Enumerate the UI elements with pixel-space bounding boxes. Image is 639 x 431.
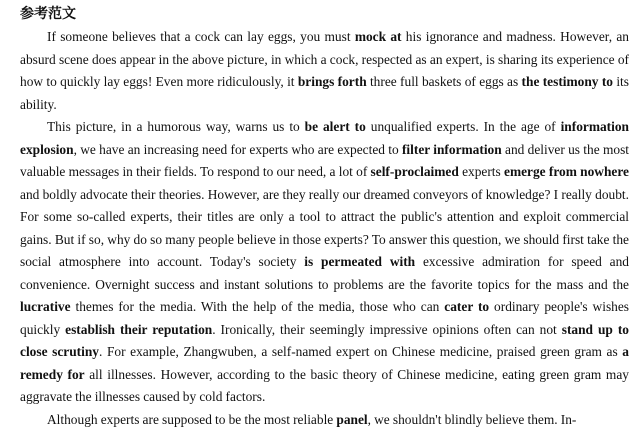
key-phrase: the testimony to [521, 74, 613, 89]
key-phrase: information explosion [20, 119, 629, 157]
paragraph-text: ordinary people's wishes quickly [20, 299, 630, 337]
paragraph-text: and deliver us the most valuable messages in their fields. To respond to our need, a lot of [20, 141, 630, 179]
essay-paragraph [20, 26, 629, 116]
paragraph-text: unqualified experts. In the age of [365, 119, 561, 134]
key-phrase: cater to [444, 299, 490, 314]
paragraph-text: If someone believes that a cock can lay eggs, you must [47, 29, 355, 44]
key-phrase: brings forth [297, 74, 367, 89]
paragraph-text: This picture, in a humorous way, warns us to [47, 119, 305, 134]
paragraph-text: themes for the media. With the help of the media, those who can [70, 299, 445, 314]
paragraph-text: three full baskets of eggs as [366, 74, 522, 89]
key-phrase: lucrative [20, 299, 71, 314]
paragraph-text: , we shouldn't blindly believe them. In- [367, 411, 577, 427]
essay-body [20, 26, 629, 431]
paragraph-text: all illnesses. However, according to the basic theory of Chinese medicine, eating green gram may aggravate the illnesses caused by cold factors. [20, 366, 629, 404]
key-phrase: a remedy for [20, 344, 629, 382]
key-phrase: be alert to [304, 119, 366, 134]
essay-paragraph [20, 409, 629, 431]
key-phrase: stand up to close scrutiny [20, 321, 629, 359]
paragraph-text: his ignorance and madness. However, an absurd scene does appear in the above picture, in which a cock, respected as an expert, is sharing its experience of how to quickly lay eggs! Even more ridiculously, it [20, 29, 629, 89]
key-phrase: self-proclaimed [370, 164, 459, 179]
key-phrase: mock at [354, 29, 402, 44]
key-phrase: filter information [401, 141, 502, 157]
paragraph-text: and boldly advocate their theories. However, are they really our dreamed conveyors of knowledge? I really doubt. For some so-called experts, their titles are only a tool to attract the public's attention and exploit commercial gains. But if so, why do so many people believe in those experts? To answer this question, we should first take the social atmosphere into account. Today's society [20, 186, 629, 269]
key-phrase: panel [336, 411, 368, 427]
section-heading: 参考范文 [20, 6, 76, 22]
key-phrase: establish their reputation [65, 321, 213, 337]
paragraph-text: Although experts are supposed to be the most reliable [47, 411, 337, 427]
paragraph-text: , we have an increasing need for experts who are expected to [73, 141, 402, 157]
paragraph-text: . For example, Zhangwuben, a self-named expert on Chinese medicine, praised green gram as [99, 344, 623, 359]
key-phrase: is permeated with [304, 254, 416, 269]
paragraph-text: . Ironically, their seemingly impressive opinions often can not [212, 321, 562, 337]
paragraph-text: experts [458, 164, 504, 179]
essay-paragraph [20, 116, 629, 409]
paragraph-text: its ability. [20, 74, 629, 112]
paragraph-text: excessive admiration for speed and convenience. Overnight success and instant solutions to problems are the favorite topics for the mass and the [20, 254, 629, 292]
key-phrase: emerge from nowhere [504, 164, 629, 179]
